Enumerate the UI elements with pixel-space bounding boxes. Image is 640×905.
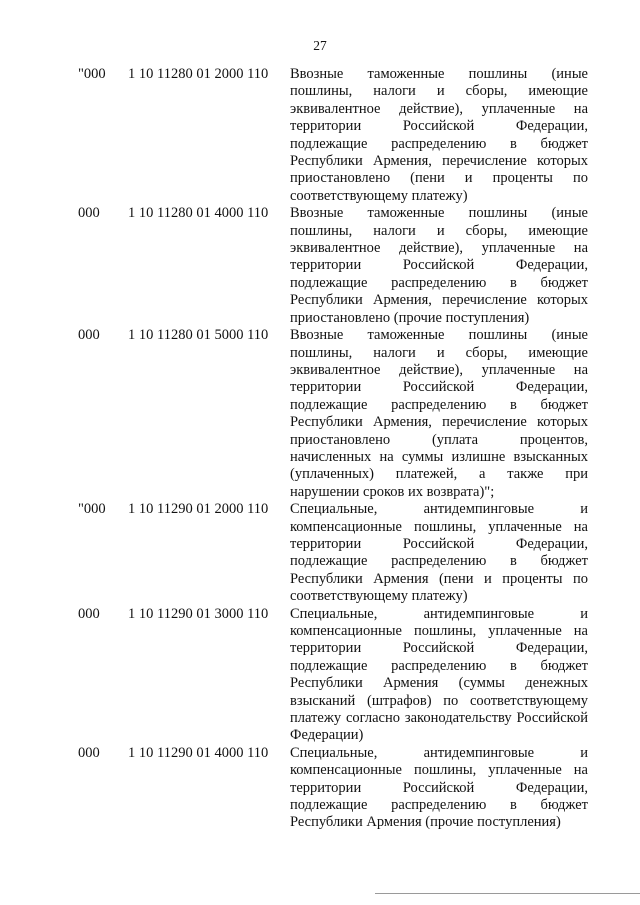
row-description [290,205,588,327]
description-line: приостановлено (пени и проценты по [290,170,588,187]
description-line: эквивалентное действие), уплаченные на [290,361,588,378]
description-line: подлежащие распределению в бюджет [290,657,588,674]
description-line: подлежащие распределению в бюджет [290,396,588,413]
scan-edge-line [375,893,640,894]
description-line: подлежащие распределению в бюджет [290,274,588,291]
description-line: пошлины, налоги и сборы, имеющие [290,344,588,361]
description-line: Федерации) [290,727,364,744]
budget-classification-code: 1 10 11290 01 4000 110 [128,744,269,761]
row-description [290,327,588,501]
description-line: территории Российской Федерации, [290,779,588,796]
description-line: Республики Армения, перечисление которых [290,153,588,170]
description-line: Республики Армения (прочие поступления) [290,814,561,831]
description-line: Специальные, антидемпинговые и [290,744,588,761]
description-line: Специальные, антидемпинговые и [290,605,588,622]
description-line: Ввозные таможенные пошлины (иные [290,205,588,222]
admin-code: 000 [78,744,100,761]
description-line: территории Российской Федерации, [290,118,588,135]
admin-code: 000 [78,327,100,344]
description-line: Республики Армения (пени и проценты по [290,570,588,587]
description-line: подлежащие распределению в бюджет [290,553,588,570]
description-line: эквивалентное действие), уплаченные на [290,240,588,257]
table-row [0,745,640,832]
table-row [0,66,640,205]
admin-code: 000 [78,205,100,222]
page-number: 27 [313,38,327,53]
description-line: соответствующему платежу) [290,588,468,605]
description-line: территории Российской Федерации, [290,379,588,396]
description-line: пошлины, налоги и сборы, имеющие [290,222,588,239]
description-line: пошлины, налоги и сборы, имеющие [290,83,588,100]
description-line: эквивалентное действие), уплаченные на [290,100,588,117]
description-line: Ввозные таможенные пошлины (иные [290,66,588,82]
description-line: территории Российской Федерации, [290,640,588,657]
row-description [290,501,588,605]
description-line: компенсационные пошлины, уплаченные на [290,623,588,639]
admin-code: "000 [78,66,106,82]
row-description [290,745,588,832]
budget-classification-code: 1 10 11280 01 4000 110 [128,205,269,222]
description-line: подлежащие распределению в бюджет [290,135,588,152]
description-line: Республики Армения (суммы денежных [290,675,588,692]
description-line: Республики Армения, перечисление которых [290,292,588,309]
description-line: территории Российской Федерации, [290,257,588,274]
code-table [0,66,640,832]
description-line: приостановлено (прочие поступления) [290,309,530,326]
row-description [290,606,588,745]
budget-classification-code: 1 10 11290 01 2000 110 [128,501,269,518]
description-line: приостановлено (уплата процентов, [290,431,588,448]
description-line: платежу согласно законодательству Российской [290,710,588,727]
budget-classification-code: 1 10 11280 01 5000 110 [128,327,269,344]
description-line: компенсационные пошлины, уплаченные на [290,762,588,779]
description-line: подлежащие распределению в бюджет [290,797,588,814]
budget-classification-code: 1 10 11290 01 3000 110 [128,605,269,622]
admin-code: "000 [78,501,106,518]
description-line: территории Российской Федерации, [290,535,588,552]
description-line: нарушении сроков их возврата)"; [290,483,495,500]
table-row [0,327,640,501]
description-line: Специальные, антидемпинговые и [290,501,588,518]
description-line: компенсационные пошлины, уплаченные на [290,518,588,535]
description-line: начисленных на суммы излишне взысканных [290,448,588,465]
table-row [0,205,640,327]
description-line: Республики Армения, перечисление которых [290,414,588,431]
budget-classification-code: 1 10 11280 01 2000 110 [128,66,269,82]
description-line: соответствующему платежу) [290,187,468,204]
description-line: (уплаченных) платежей, а также при [290,466,588,483]
table-row [0,501,640,605]
row-description [290,66,588,205]
description-line: Ввозные таможенные пошлины (иные [290,327,588,344]
description-line: взысканий (штрафов) по соответствующему [290,692,588,709]
table-row [0,606,640,745]
admin-code: 000 [78,605,100,622]
